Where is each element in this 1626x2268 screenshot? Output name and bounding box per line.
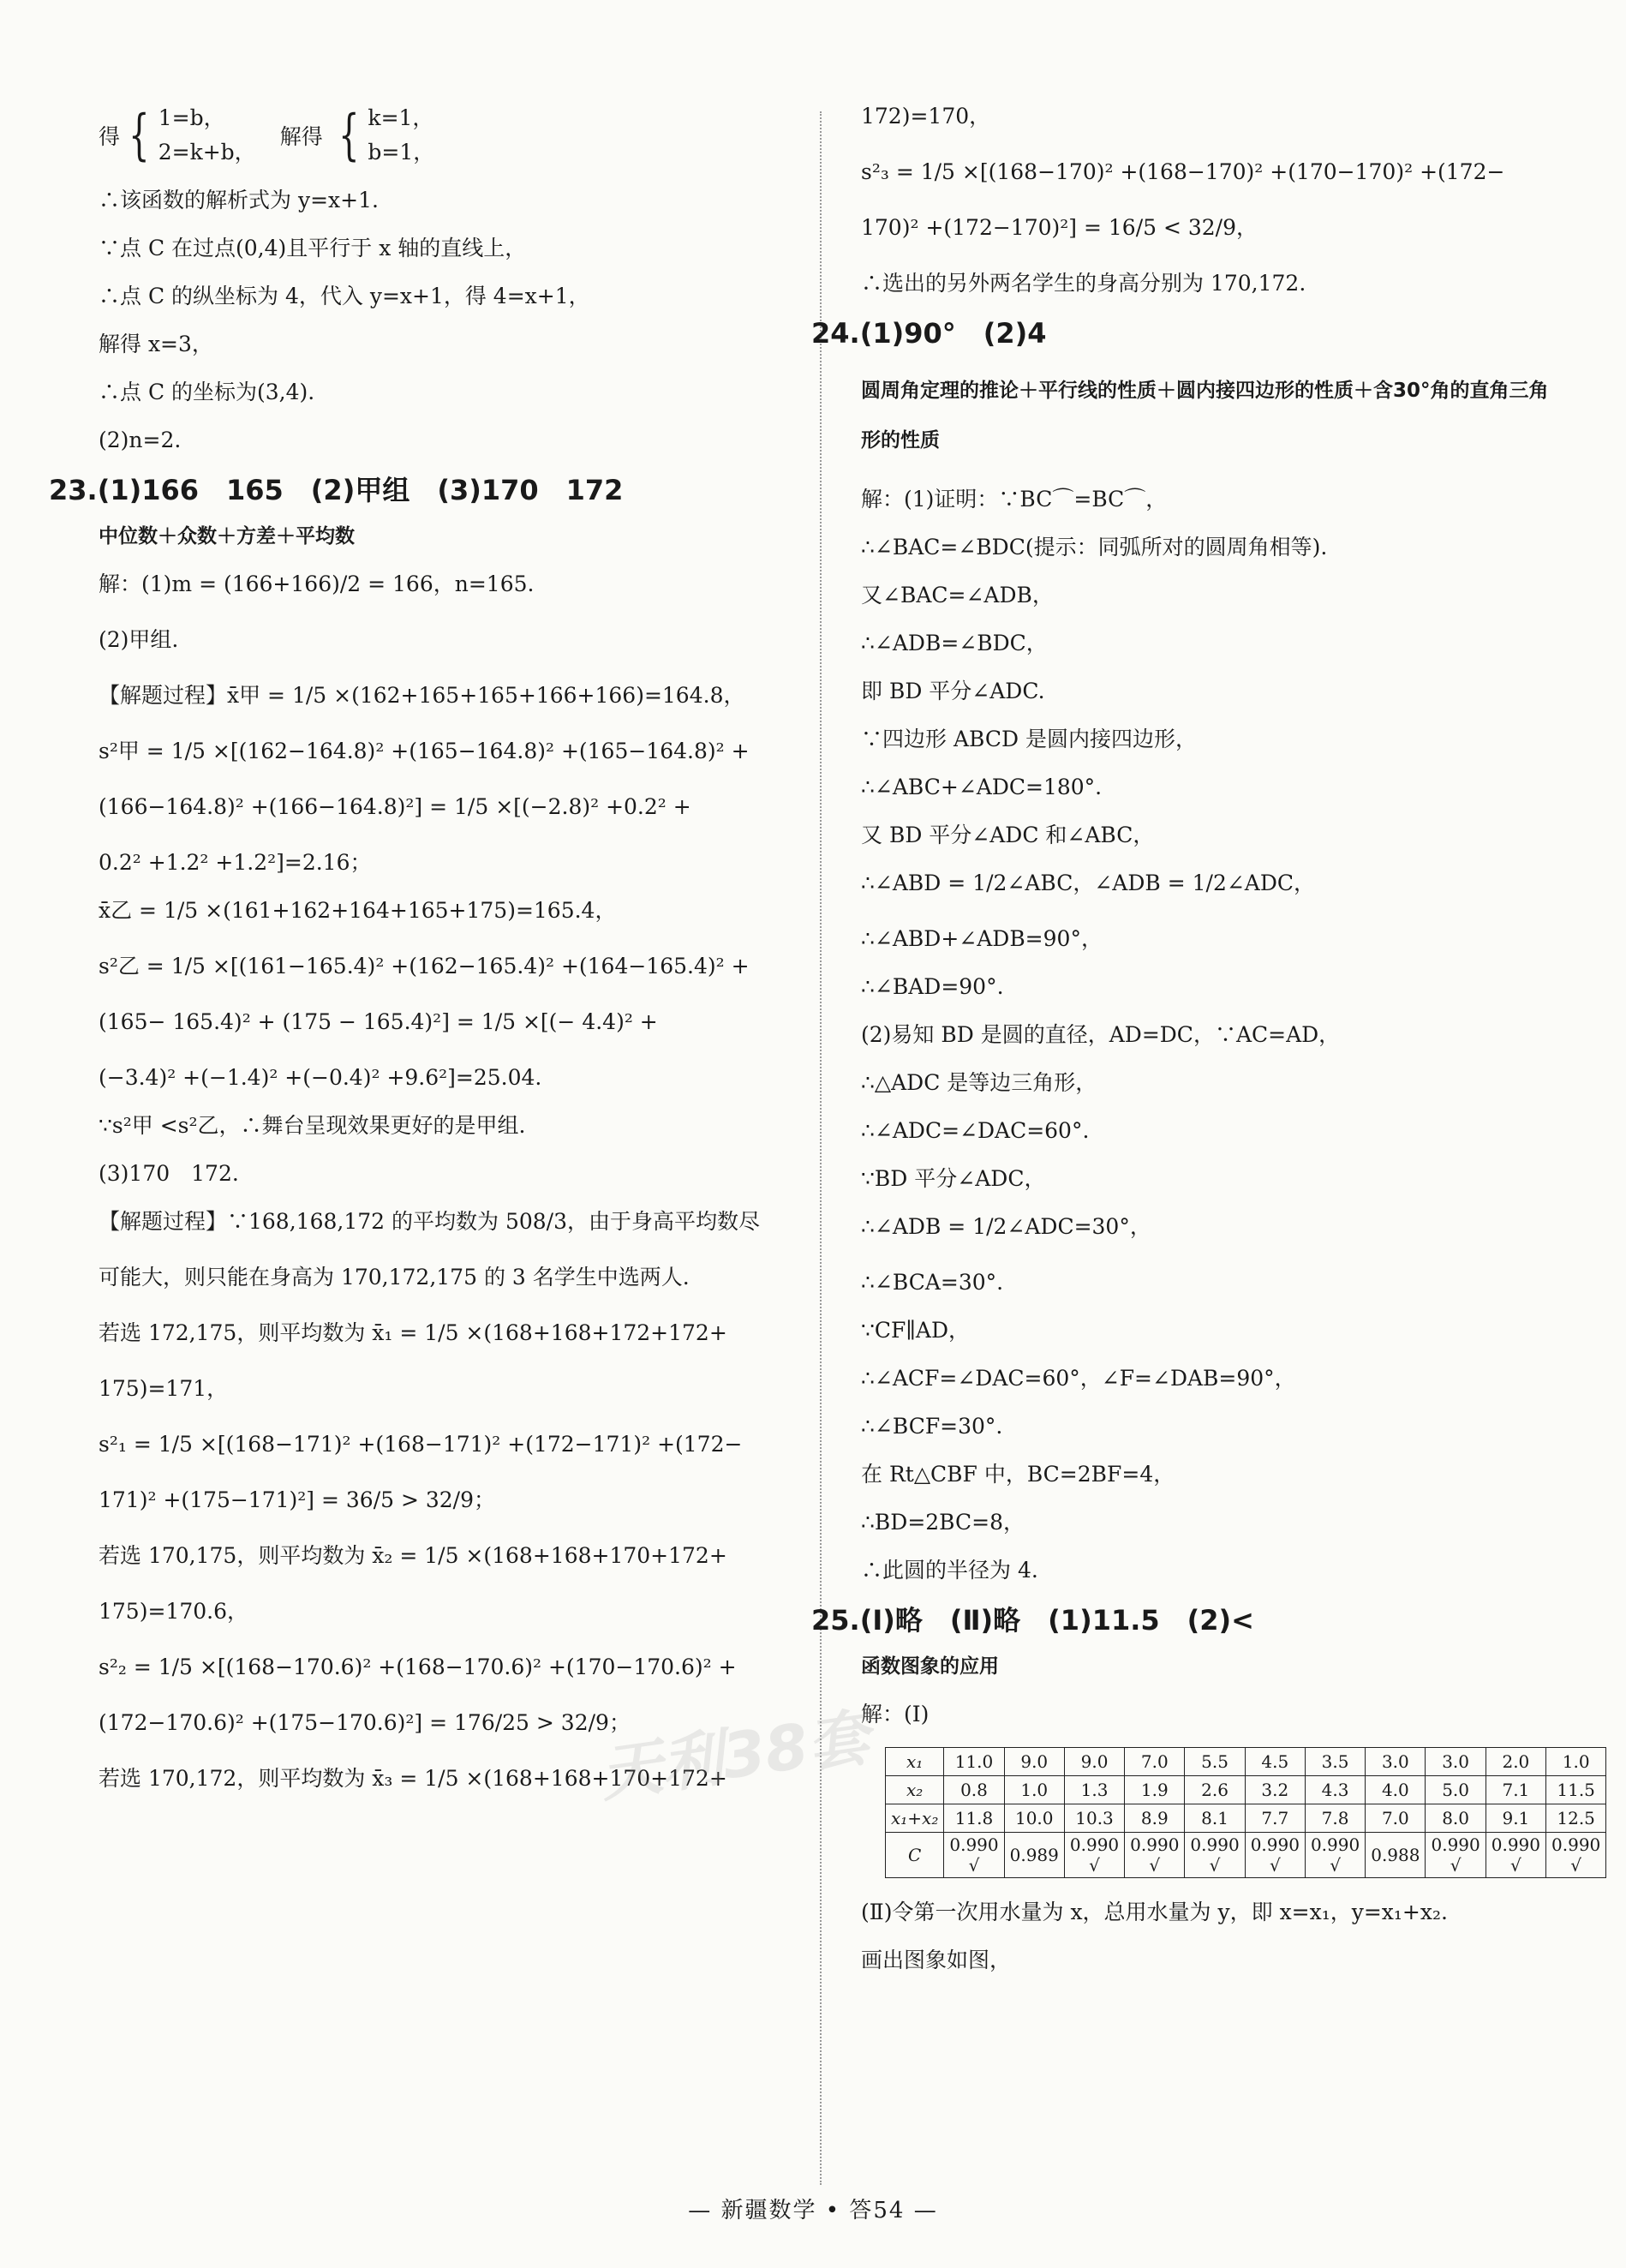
text-line: 又∠BAC=∠ADB，: [861, 583, 1054, 607]
question-24-topic: 圆周角定理的推论＋平行线的性质＋圆内接四边形的性质＋含30°角的直角三角形的性质: [861, 380, 1549, 452]
table-cell: 1.9: [1125, 1776, 1185, 1804]
water-usage-table-wrap: [885, 1747, 1601, 1878]
table-row-header: x₁: [886, 1748, 944, 1776]
text-line: 170)² +(172−170)²] = 16/5 < 32/9，: [861, 215, 1258, 240]
system-one-eq2: 2=k+b，: [158, 140, 256, 165]
text-line: 可能大，则只能在身高为 170,172,175 的 3 名学生中选两人.: [99, 1265, 690, 1290]
text-line: (166−164.8)² +(166−164.8)²] = 1/5 ×[(−2.8)² +0.2² +: [99, 794, 691, 819]
text-line: 若选 170,175，则平均数为 x̄₂ = 1/5 ×(168+168+170+172+: [99, 1543, 727, 1568]
table-cell: 5.0: [1426, 1776, 1486, 1804]
text-line: ∴∠BAC=∠BDC(提示：同弧所对的圆周角相等).: [861, 535, 1328, 560]
text-line: 【解题过程】x̄甲 = 1/5 ×(162+165+165+166+166)=164.8，: [99, 683, 745, 708]
table-cell: 4.3: [1305, 1776, 1365, 1804]
table-cell: 7.0: [1366, 1804, 1426, 1833]
text-line: 解：(1)m = (166+166)/2 = 166，n=165.: [99, 571, 535, 596]
text-line: 若选 172,175，则平均数为 x̄₁ = 1/5 ×(168+168+172+172+: [99, 1320, 727, 1345]
table-row: [886, 1804, 1606, 1833]
text-line: ∴∠BCF=30°.: [861, 1414, 1003, 1439]
water-usage-table: [885, 1747, 1606, 1878]
table-row: [886, 1776, 1606, 1804]
sys-prefix: 得: [99, 124, 121, 149]
table-row-header: x₁+x₂: [886, 1804, 944, 1833]
table-cell: 0.990 √: [1064, 1833, 1124, 1878]
text-line: ∴∠ADB = 1/2∠ADC=30°，: [861, 1214, 1151, 1239]
text-line: 172)=170，: [861, 104, 991, 129]
text-line: ∴点 C 的坐标为(3,4).: [99, 380, 315, 404]
table-cell: 1.3: [1064, 1776, 1124, 1804]
table-cell: 3.0: [1366, 1748, 1426, 1776]
table-cell: 8.0: [1426, 1804, 1486, 1833]
text-line: ∴∠ABD+∠ADB=90°，: [861, 926, 1103, 951]
text-line: ∴∠ADB=∠BDC，: [861, 631, 1048, 655]
table-cell: 8.9: [1125, 1804, 1185, 1833]
text-line: ∴∠ABD = 1/2∠ABC，∠ADB = 1/2∠ADC，: [861, 871, 1316, 895]
table-cell: 0.988: [1366, 1833, 1426, 1878]
table-cell: 7.1: [1486, 1776, 1545, 1804]
question-23-topic: 中位数＋众数＋方差＋平均数: [99, 525, 355, 548]
sys-mid: 解得: [279, 124, 323, 149]
text-line: ∴选出的另外两名学生的身高分别为 170,172.: [861, 271, 1306, 296]
table-cell: 3.2: [1245, 1776, 1305, 1804]
table-cell: 1.0: [1546, 1748, 1606, 1776]
left-brace-icon: {: [129, 104, 150, 167]
text-line: 若选 170,172，则平均数为 x̄₃ = 1/5 ×(168+168+170+172+: [99, 1766, 727, 1791]
text-line: ∵CF∥AD，: [861, 1318, 971, 1343]
table-cell: 0.990 √: [1185, 1833, 1245, 1878]
text-line: ∵点 C 在过点(0,4)且平行于 x 轴的直线上，: [99, 236, 527, 260]
table-cell: 9.1: [1486, 1804, 1545, 1833]
table-cell: 7.0: [1125, 1748, 1185, 1776]
text-line: (Ⅱ)令第一次用水量为 x，总用水量为 y，即 x=x₁，y=x₁+x₂.: [861, 1900, 1448, 1924]
table-cell: 11.5: [1546, 1776, 1606, 1804]
table-cell: 3.0: [1426, 1748, 1486, 1776]
table-cell: 9.0: [1064, 1748, 1124, 1776]
text-line: ∴BD=2BC=8，: [861, 1510, 1025, 1535]
text-line: ∵s²甲 <s²乙，∴舞台呈现效果更好的是甲组.: [99, 1113, 526, 1138]
table-cell: 7.7: [1245, 1804, 1305, 1833]
watermark-logo: 天利38套: [595, 1701, 874, 1810]
table-row: [886, 1833, 1606, 1878]
text-line: (3)170 172.: [99, 1161, 239, 1186]
text-line: ∵BD 平分∠ADC，: [861, 1166, 1046, 1191]
text-line: (2)n=2.: [99, 428, 182, 452]
text-line: ∴∠BCA=30°.: [861, 1270, 1004, 1295]
text-line: 又 BD 平分∠ADC 和∠ABC，: [861, 823, 1155, 847]
table-cell: 7.8: [1305, 1804, 1365, 1833]
table-cell: 10.0: [1004, 1804, 1064, 1833]
system-one: [158, 101, 256, 170]
table-cell: 0.990 √: [1305, 1833, 1365, 1878]
text-line: 即 BD 平分∠ADC.: [861, 679, 1045, 703]
text-line: s²₃ = 1/5 ×[(168−170)² +(168−170)² +(170−170)² +(172−: [861, 159, 1505, 184]
table-cell: 0.990 √: [1426, 1833, 1486, 1878]
question-24-answer: 24.(1)90° (2)4: [811, 317, 1047, 350]
table-cell: 12.5: [1546, 1804, 1606, 1833]
equation-system: [99, 101, 792, 170]
question-25-answer: 25.(Ⅰ)略 (Ⅱ)略 (1)11.5 (2)<: [811, 1604, 1254, 1637]
page-footer: — 新疆数学 • 答54 —: [688, 2198, 938, 2223]
text-line: ∴∠BAD=90°.: [861, 974, 1004, 999]
text-line: (2)甲组.: [99, 627, 179, 652]
table-cell: 11.0: [944, 1748, 1004, 1776]
table-cell: 11.8: [944, 1804, 1004, 1833]
table-cell: 5.5: [1185, 1748, 1245, 1776]
text-line: s²₁ = 1/5 ×[(168−171)² +(168−171)² +(172−171)² +(172−: [99, 1432, 743, 1457]
text-line: 175)=171，: [99, 1376, 229, 1401]
text-line: ∴∠ABC+∠ADC=180°.: [861, 775, 1103, 799]
table-cell: 9.0: [1004, 1748, 1064, 1776]
text-line: 解：(Ⅰ): [861, 1702, 930, 1726]
text-line: ∴点 C 的纵坐标为 4，代入 y=x+1，得 4=x+1，: [99, 284, 590, 308]
column-divider: [820, 111, 822, 2185]
system-two: [368, 101, 434, 170]
table-row: [886, 1748, 1606, 1776]
table-cell: 2.0: [1486, 1748, 1545, 1776]
text-line: 【解题过程】∵168,168,172 的平均数为 508/3，由于身高平均数尽: [99, 1209, 760, 1234]
text-line: 解：(1)证明：∵BC⌒=BC⌒，: [861, 487, 1168, 512]
table-row-header: x₂: [886, 1776, 944, 1804]
question-25-topic: 函数图象的应用: [861, 1655, 999, 1678]
table-cell: 4.0: [1366, 1776, 1426, 1804]
system-two-eq1: k=1，: [368, 105, 434, 130]
text-line: x̄乙 = 1/5 ×(161+162+164+165+175)=165.4，: [99, 898, 617, 923]
text-line: 175)=170.6，: [99, 1599, 248, 1624]
table-cell: 3.5: [1305, 1748, 1365, 1776]
text-line: 在 Rt△CBF 中，BC=2BF=4，: [861, 1462, 1175, 1487]
system-two-eq2: b=1，: [368, 140, 435, 165]
text-line: ∴∠ADC=∠DAC=60°.: [861, 1118, 1090, 1143]
table-cell: 0.990 √: [1546, 1833, 1606, 1878]
text-line: ∵四边形 ABCD 是圆内接四边形，: [861, 727, 1197, 751]
text-line: (165− 165.4)² + (175 − 165.4)²] = 1/5 ×[(− 4.4)² +: [99, 1009, 658, 1034]
system-one-eq1: 1=b，: [158, 105, 225, 130]
text-line: ∴该函数的解析式为 y=x+1.: [99, 188, 379, 212]
text-line: 解得 x=3，: [99, 332, 213, 356]
text-line: (−3.4)² +(−1.4)² +(−0.4)² +9.6²]=25.04.: [99, 1065, 542, 1090]
table-cell: 8.1: [1185, 1804, 1245, 1833]
question-23-answer: 23.(1)166 165 (2)甲组 (3)170 172: [49, 474, 624, 506]
table-cell: 0.990 √: [1125, 1833, 1185, 1878]
text-line: (172−170.6)² +(175−170.6)²] = 176/25 > 32/9；: [99, 1710, 631, 1735]
left-column: [49, 101, 792, 1811]
table-cell: 0.990 √: [944, 1833, 1004, 1878]
text-line: 171)² +(175−171)²] = 36/5 > 32/9；: [99, 1487, 496, 1512]
text-line: ∴∠ACF=∠DAC=60°，∠F=∠DAB=90°，: [861, 1366, 1296, 1391]
table-row-header: C: [886, 1833, 944, 1878]
text-line: (2)易知 BD 是圆的直径，AD=DC，∵AC=AD，: [861, 1022, 1341, 1047]
text-line: s²甲 = 1/5 ×[(162−164.8)² +(165−164.8)² +(165−164.8)² +: [99, 739, 750, 763]
table-cell: 2.6: [1185, 1776, 1245, 1804]
table-cell: 0.990 √: [1245, 1833, 1305, 1878]
table-cell: 0.990 √: [1486, 1833, 1545, 1878]
left-brace-icon: {: [338, 104, 360, 167]
table-cell: 4.5: [1245, 1748, 1305, 1776]
table-cell: 0.8: [944, 1776, 1004, 1804]
table-cell: 10.3: [1064, 1804, 1124, 1833]
text-line: s²乙 = 1/5 ×[(161−165.4)² +(162−165.4)² +(164−165.4)² +: [99, 954, 750, 978]
text-line: ∴△ADC 是等边三角形，: [861, 1070, 1097, 1095]
table-cell: 1.0: [1004, 1776, 1064, 1804]
text-line: ∴此圆的半径为 4.: [861, 1558, 1038, 1583]
right-column: [811, 101, 1601, 1993]
text-line: 0.2² +1.2² +1.2²]=2.16；: [99, 850, 372, 875]
text-line: 画出图象如图，: [861, 1948, 1012, 1972]
table-cell: 0.989: [1004, 1833, 1064, 1878]
text-line: s²₂ = 1/5 ×[(168−170.6)² +(168−170.6)² +(170−170.6)² +: [99, 1655, 737, 1679]
